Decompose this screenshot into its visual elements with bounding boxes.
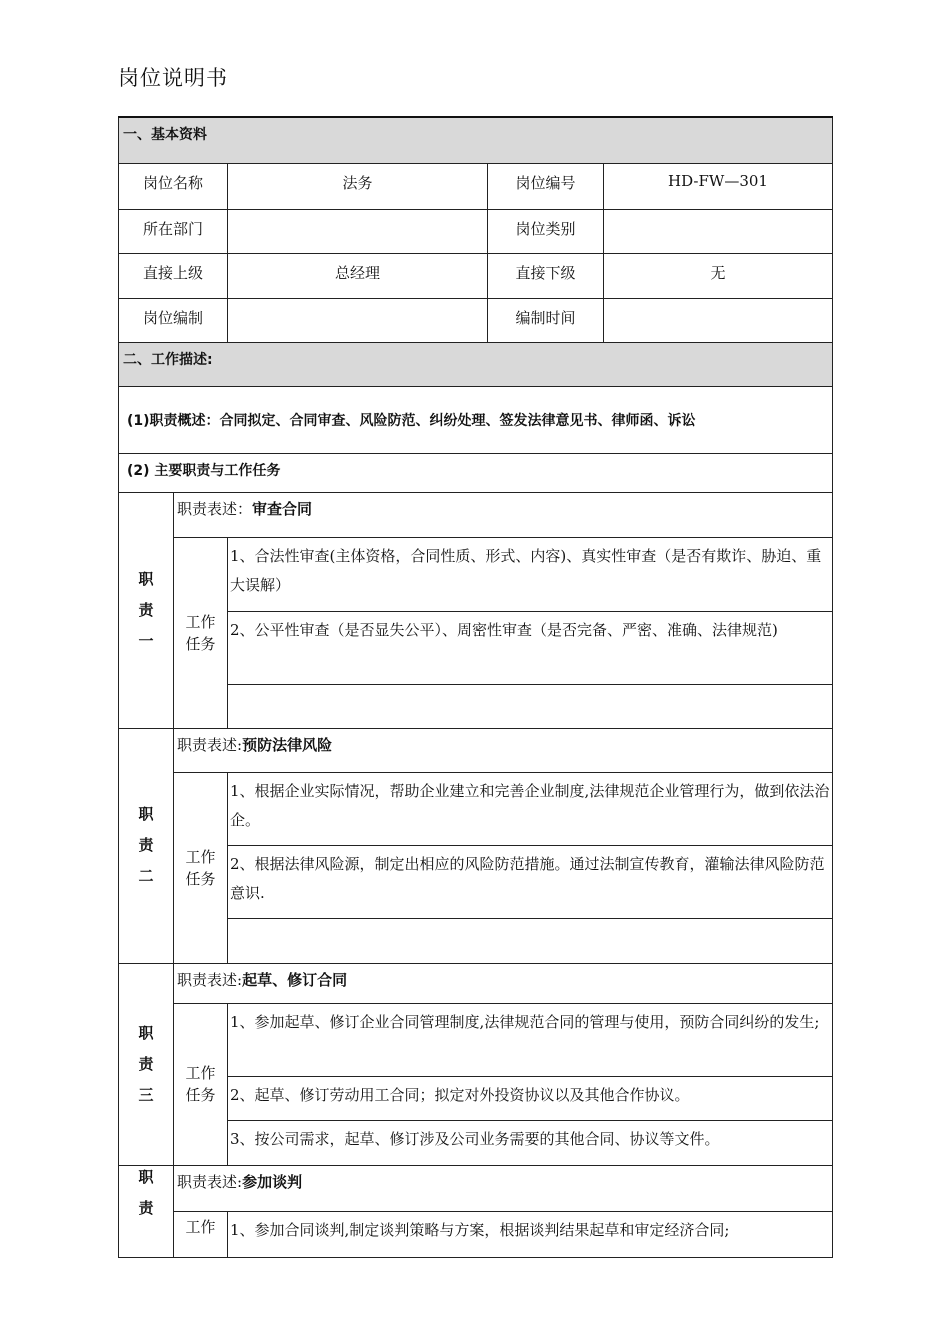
duty-3-description: 职责表述:起草、修订合同 bbox=[174, 963, 833, 1003]
value-compile-time bbox=[604, 298, 833, 342]
duty-2-description: 职责表述:预防法律风险 bbox=[174, 728, 833, 772]
duty-1-task-3 bbox=[228, 684, 833, 728]
duty-2-label: 职 责 二 bbox=[119, 728, 174, 963]
label-headcount: 岗位编制 bbox=[119, 298, 228, 342]
duty-4-task-1: 1、参加合同谈判,制定谈判策略与方案，根据谈判结果起草和审定经济合同; bbox=[228, 1211, 833, 1257]
label-position-name: 岗位名称 bbox=[119, 163, 228, 209]
label-direct-subordinate: 直接下级 bbox=[488, 253, 604, 298]
duty-1-work-task-label: 工作 任务 bbox=[174, 537, 228, 728]
duty-2-work-task-label: 工作 任务 bbox=[174, 772, 228, 963]
value-direct-superior: 总经理 bbox=[228, 253, 488, 298]
label-compile-time: 编制时间 bbox=[488, 298, 604, 342]
label-department: 所在部门 bbox=[119, 209, 228, 253]
main-duties-heading: (2) 主要职责与工作任务 bbox=[119, 453, 833, 492]
duty-3-task-3: 3、按公司需求，起草、修订涉及公司业务需要的其他合同、协议等文件。 bbox=[228, 1120, 833, 1165]
duty-3-work-task-label: 工作 任务 bbox=[174, 1003, 228, 1165]
section-work-description: 二、工作描述: bbox=[119, 342, 833, 386]
duty-1-task-2: 2、公平性审查（是否显失公平）、周密性审查（是否完备、严密、准确、法律规范) bbox=[228, 611, 833, 684]
value-direct-subordinate: 无 bbox=[604, 253, 833, 298]
duty-2-task-3 bbox=[228, 918, 833, 963]
duty-2-task-1: 1、根据企业实际情况，帮助企业建立和完善企业制度,法律规范企业管理行为，做到依法治企。 bbox=[228, 772, 833, 845]
duty-4-work-task-label: 工作 bbox=[174, 1211, 228, 1257]
section-basic-info: 一、基本资料 bbox=[119, 117, 833, 163]
label-position-type: 岗位类别 bbox=[488, 209, 604, 253]
duty-3-task-1: 1、参加起草、修订企业合同管理制度,法律规范合同的管理与使用，预防合同纠纷的发生; bbox=[228, 1003, 833, 1076]
duty-1-label: 职 责 一 bbox=[119, 492, 174, 728]
duty-3-task-2: 2、起草、修订劳动用工合同；拟定对外投资协议以及其他合作协议。 bbox=[228, 1076, 833, 1120]
duty-4-description: 职责表述:参加谈判 bbox=[174, 1165, 833, 1211]
value-position-name: 法务 bbox=[228, 163, 488, 209]
duty-summary: (1)职责概述：合同拟定、合同审查、风险防范、纠纷处理、签发法律意见书、律师函、诉讼 bbox=[119, 386, 833, 453]
label-position-code: 岗位编号 bbox=[488, 163, 604, 209]
job-description-table bbox=[118, 116, 833, 1258]
duty-1-task-1: 1、合法性审查(主体资格，合同性质、形式、内容)、真实性审查（是否有欺诈、胁迫、重大误解） bbox=[228, 537, 833, 611]
label-direct-superior: 直接上级 bbox=[119, 253, 228, 298]
page-title: 岗位说明书 bbox=[118, 66, 228, 90]
duty-2-task-2: 2、根据法律风险源，制定出相应的风险防范措施。通过法制宣传教育，灌输法律风险防范意识. bbox=[228, 845, 833, 918]
value-position-code: HD-FW—301 bbox=[604, 163, 833, 209]
duty-1-description: 职责表述：审查合同 bbox=[174, 492, 833, 537]
value-department bbox=[228, 209, 488, 253]
value-position-type bbox=[604, 209, 833, 253]
value-headcount bbox=[228, 298, 488, 342]
duty-3-label: 职 责 三 bbox=[119, 963, 174, 1165]
duty-4-label: 职 责 bbox=[119, 1165, 174, 1257]
